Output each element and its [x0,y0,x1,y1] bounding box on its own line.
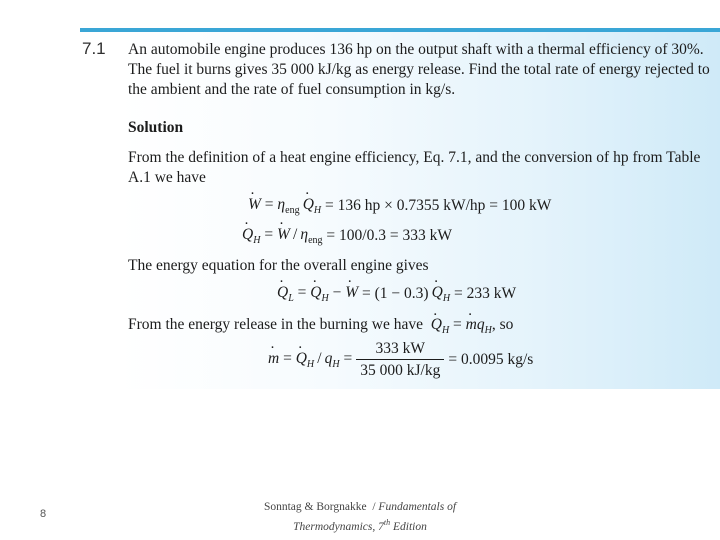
solution-intro: From the definition of a heat engine efficiency, Eq. 7.1, and the conversion of hp from Table A.1 we have [128,149,701,186]
problem-statement: An automobile engine produces 136 hp on the output shaft with a thermal efficiency of 30%. The fuel it burns gives 35 000 kJ/kg as energy release. Find the total rate of energy rejected to the ambient and the rate of fuel consumption in kg/s. [128,41,710,98]
solution-heading: Solution [128,119,184,136]
eq4-denominator: 35 000 kJ/kg [356,359,444,380]
release-tail: , so [491,316,514,333]
energy-equation-text: The energy equation for the overall engine gives [128,257,429,274]
eq1-lhs: · $W = \eta_{eng} \cdot Q_H$ [248,196,325,216]
page-number: 8 [40,508,47,520]
eq3-factor: = (1 − 0.3) [362,285,429,302]
eq3-lhs: · $Q_L$ = · $Q_H$ − · W [277,284,362,304]
equation-heat-input [242,226,452,246]
eq3-qh: · $Q_H$ [429,284,454,304]
footer-title-part2: Thermodynamics, 7 [293,520,384,533]
equation-heat-rejected [277,284,516,304]
equation-work-output [248,196,551,216]
eq4-numerator: 333 kW [375,340,426,357]
eq4-lhs: · m = · $Q_H / q_H$ = [268,350,352,370]
footer-authors: Sonntag & Borgnakke [263,501,367,513]
eq1-rhs: = 136 hp × 0.7355 kW/hp = 100 kW [325,197,552,214]
energy-release-text [128,315,513,341]
eq2-rhs: = 100/0.3 = 333 kW [326,227,452,244]
eq2-lhs: · $Q_H$ = · W / $\eta_{eng}$ [242,226,326,246]
footer-citation: Sonntag & Borgnakke / Fundamentals of Thermodynamics, 7th Edition [263,501,457,533]
problem-number: 7.1 [82,39,106,58]
eq4-fraction [356,340,444,380]
footer-title-part1: Fundamentals of [378,501,457,513]
eq4-result: = 0.0095 kg/s [448,351,534,368]
equation-fuel-rate [268,340,533,380]
footer-edition-tail: Edition [390,520,427,533]
footer-edition-sup: th [383,518,391,527]
eq3-result: = 233 kW [453,285,517,302]
release-inline-equation: · $Q_H$ = · $mq_H$ [427,316,492,333]
release-text: From the energy release in the burning we have [128,316,423,333]
